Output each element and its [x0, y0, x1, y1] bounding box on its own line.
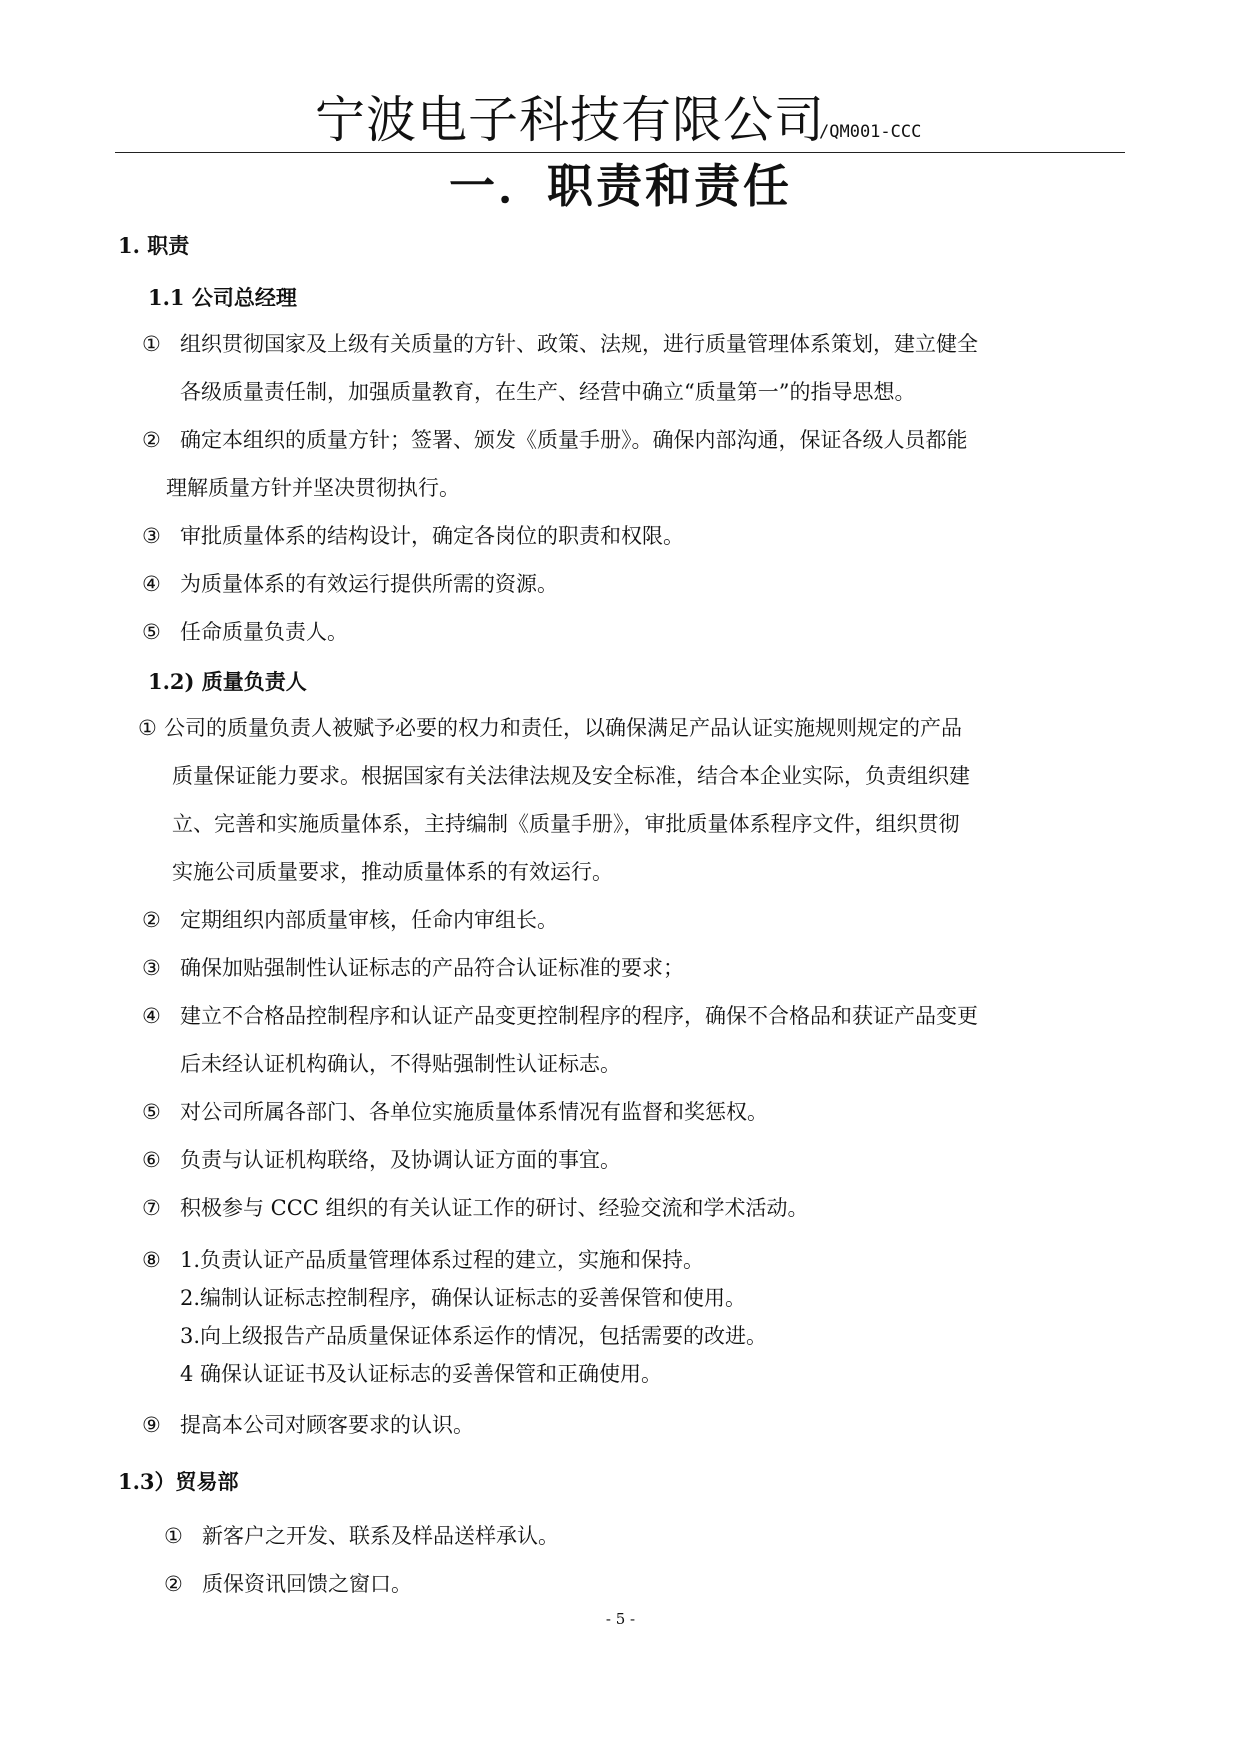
section-1-2-title: 1.2) 质量负责人: [148, 669, 307, 694]
item-marker: ①: [142, 332, 161, 356]
item-continuation: 实施公司质量要求，推动质量体系的有效运行。: [172, 860, 613, 884]
list-item: [142, 1088, 768, 1136]
company-name: 宁波电子科技有限公司: [315, 91, 825, 149]
item-text: 确定本组织的质量方针；签署、颁发《质量手册》。确保内部沟通，保证各级人员都能: [180, 428, 968, 452]
item-marker: ⑥: [142, 1148, 161, 1172]
item-continuation: 立、完善和实施质量体系，主持编制《质量手册》，审批质量体系程序文件，组织贯彻: [172, 812, 960, 836]
item-marker: ①: [164, 1524, 183, 1548]
item-text: 对公司所属各部门、各单位实施质量体系情况有监督和奖惩权。: [180, 1100, 768, 1124]
item-text: 1.负责认证产品质量管理体系过程的建立，实施和保持。: [180, 1248, 705, 1272]
list-item: [142, 1184, 809, 1232]
item-text: 提高本公司对顾客要求的认识。: [180, 1413, 474, 1437]
item-text: 为质量体系的有效运行提供所需的资源。: [180, 572, 558, 596]
list-item: [142, 416, 968, 464]
list-item: [142, 608, 348, 656]
item-continuation: 质量保证能力要求。根据国家有关法律法规及安全标准，结合本企业实际，负责组织建: [172, 764, 970, 788]
item-text: 任命质量负责人。: [180, 620, 348, 644]
section-1-3-title: 1.3）贸易部: [118, 1469, 239, 1494]
item-text: 审批质量体系的结构设计，确定各岗位的职责和权限。: [180, 524, 684, 548]
item-marker: ②: [142, 908, 161, 932]
item-text: 积极参与 CCC 组织的有关认证工作的研讨、经验交流和学术活动。: [180, 1196, 809, 1220]
item-continuation: 3.向上级报告产品质量保证体系运作的情况，包括需要的改进。: [180, 1324, 768, 1348]
item-marker: ⑦: [142, 1196, 161, 1220]
item-text: 公司的质量负责人被赋予必要的权力和责任，以确保满足产品认证实施规则规定的产品: [164, 716, 962, 740]
item-text: 质保资讯回馈之窗口。: [202, 1572, 412, 1596]
item-text: 建立不合格品控制程序和认证产品变更控制程序的程序，确保不合格品和获证产品变更: [180, 1004, 978, 1028]
item-text: 组织贯彻国家及上级有关质量的方针、政策、法规，进行质量管理体系策划，建立健全: [180, 332, 978, 356]
list-item: [142, 512, 684, 560]
list-item: [142, 1136, 621, 1184]
item-marker: ②: [164, 1572, 183, 1596]
list-item: [164, 1560, 412, 1608]
item-text: 定期组织内部质量审核，任命内审组长。: [180, 908, 558, 932]
item-continuation: 后未经认证机构确认，不得贴强制性认证标志。: [180, 1052, 621, 1076]
item-marker: ⑧: [142, 1248, 161, 1272]
page-number: - 5 -: [605, 1610, 636, 1628]
list-item: [142, 944, 684, 992]
item-text: 新客户之开发、联系及样品送样承认。: [202, 1524, 559, 1548]
document-code: /QM001-CCC: [819, 122, 922, 142]
item-marker: ⑤: [142, 1100, 161, 1124]
item-continuation: 理解质量方针并坚决贯彻执行。: [166, 476, 460, 500]
item-text: 负责与认证机构联络，及协调认证方面的事宜。: [180, 1148, 621, 1172]
list-item: [138, 704, 962, 752]
item-marker: ④: [142, 572, 161, 596]
item-text: 确保加贴强制性认证标志的产品符合认证标准的要求；: [180, 956, 684, 980]
item-marker: ③: [142, 956, 161, 980]
item-marker: ⑤: [142, 620, 161, 644]
item-continuation: 4 确保认证证书及认证标志的妥善保管和正确使用。: [180, 1362, 663, 1386]
item-marker: ④: [142, 1004, 161, 1028]
list-item: [142, 320, 978, 368]
list-item: [142, 1401, 474, 1449]
section-1-title: 1. 职责: [118, 233, 190, 258]
list-item: [142, 560, 558, 608]
chapter-title: 一．职责和责任: [449, 159, 792, 213]
list-item: [142, 896, 558, 944]
item-marker: ⑨: [142, 1413, 161, 1437]
section-1-1-title: 1.1 公司总经理: [148, 285, 297, 310]
item-continuation: 2.编制认证标志控制程序，确保认证标志的妥善保管和使用。: [180, 1286, 747, 1310]
list-item: [142, 992, 978, 1040]
page-header: [115, 88, 1125, 153]
item-marker: ①: [138, 716, 157, 740]
item-continuation: 各级质量责任制，加强质量教育，在生产、经营中确立“质量第一”的指导思想。: [180, 380, 916, 404]
list-item: [142, 1241, 704, 1279]
item-marker: ③: [142, 524, 161, 548]
item-marker: ②: [142, 428, 161, 452]
list-item: [164, 1512, 559, 1560]
